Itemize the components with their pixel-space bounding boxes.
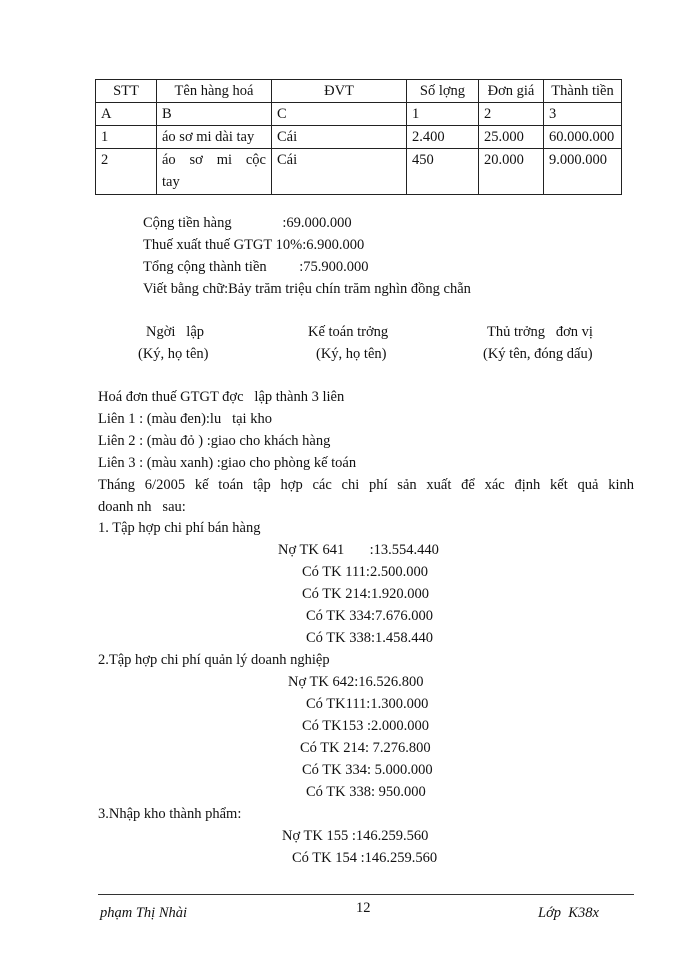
entry-credit: Có TK 111:2.500.000 [302, 564, 428, 580]
amount-in-words: Viết bằng chữ:Bảy trăm triệu chín trăm nghìn đồng chẵn [143, 281, 471, 297]
table-cell: 60.000.000 [544, 126, 622, 149]
footer-class: Lớp K38x [538, 905, 599, 921]
table-cell: 20.000 [479, 149, 544, 195]
footer-divider [98, 894, 634, 895]
table-header-row [96, 80, 622, 103]
table-cell: 1 [96, 126, 157, 149]
footer-author: phạm Thị Nhài [100, 905, 188, 921]
table-cell: 2 [479, 103, 544, 126]
paragraph-line1: Tháng 6/2005 kế toán tập hợp các chi phí sản xuất để xác định kết quả kinh [98, 477, 634, 493]
table-row [96, 103, 622, 126]
header-thanh-tien: Thành tiền [544, 80, 622, 103]
table-cell: áo sơ mi dài tay [157, 126, 272, 149]
table-cell: 25.000 [479, 126, 544, 149]
section-1-heading: 1. Tập hợp chi phí bán hàng [98, 520, 261, 536]
product-name-line2: tay [162, 174, 180, 190]
entry-credit: Có TK111:1.300.000 [306, 696, 429, 712]
table-row [96, 149, 622, 195]
table-cell: A [96, 103, 157, 126]
table-cell: 2 [96, 149, 157, 195]
header-dvt: ĐVT [272, 80, 407, 103]
table-cell: 2.400 [407, 126, 479, 149]
copy-3: Liên 3 : (màu xanh) :giao cho phòng kế toán [98, 455, 357, 471]
table-cell: 9.000.000 [544, 149, 622, 195]
entry-credit: Có TK 214: 7.276.800 [300, 740, 431, 756]
entry-credit: Có TK 338: 950.000 [306, 784, 426, 800]
total-goods: Cộng tiền hàng :69.000.000 [143, 215, 352, 231]
paragraph-line2: doanh nh sau: [98, 499, 186, 515]
signature-head-title: Thủ trởng đơn vị [487, 324, 593, 340]
invoice-table [95, 79, 622, 195]
table-cell: 3 [544, 103, 622, 126]
signature-head-sub: (Ký tên, đóng dấu) [483, 346, 593, 362]
signature-accountant-title: Kế toán trởng [308, 324, 389, 340]
grand-total: Tổng cộng thành tiền :75.900.000 [143, 259, 369, 275]
copy-2: Liên 2 : (màu đỏ ) :giao cho khách hàng [98, 433, 331, 449]
table-cell: B [157, 103, 272, 126]
entry-credit: Có TK 334: 5.000.000 [302, 762, 433, 778]
entry-credit: Có TK 338:1.458.440 [306, 630, 434, 646]
section-3-heading: 3.Nhập kho thành phẩm: [98, 806, 242, 822]
entry-credit: Có TK 334:7.676.000 [306, 608, 434, 624]
table-cell: Cái [272, 126, 407, 149]
table-cell: Cái [272, 149, 407, 195]
table-cell: 450 [407, 149, 479, 195]
entry-credit: Có TK 214:1.920.000 [302, 586, 430, 602]
page-number: 12 [356, 900, 371, 916]
table-row [96, 126, 622, 149]
table-cell [157, 149, 272, 195]
header-so-luong: Số lợng [407, 80, 479, 103]
table-cell: 1 [407, 103, 479, 126]
signature-accountant-sub: (Ký, họ tên) [316, 346, 387, 362]
entry-debit: Nợ TK 155 :146.259.560 [282, 828, 429, 844]
entry-debit: Nợ TK 641 :13.554.440 [278, 542, 439, 558]
section-2-heading: 2.Tập hợp chi phí quản lý doanh nghiệp [98, 652, 330, 668]
entry-credit: Có TK 154 :146.259.560 [292, 850, 438, 866]
signature-creator-sub: (Ký, họ tên) [138, 346, 209, 362]
entry-debit: Nợ TK 642:16.526.800 [288, 674, 424, 690]
entry-credit: Có TK153 :2.000.000 [302, 718, 430, 734]
vat-amount: Thuế xuất thuế GTGT 10%:6.900.000 [143, 237, 365, 253]
header-stt: STT [96, 80, 157, 103]
header-ten-hang: Tên hàng hoá [157, 80, 272, 103]
invoice-note: Hoá đơn thuế GTGT đợc lập thành 3 liên [98, 389, 345, 405]
copy-1: Liên 1 : (màu đen):lu tại kho [98, 411, 272, 427]
header-don-gia: Đơn giá [479, 80, 544, 103]
product-name-line1: áo sơ mi cộc [162, 152, 266, 168]
signature-creator-title: Ngời lập [146, 324, 205, 340]
table-cell: C [272, 103, 407, 126]
